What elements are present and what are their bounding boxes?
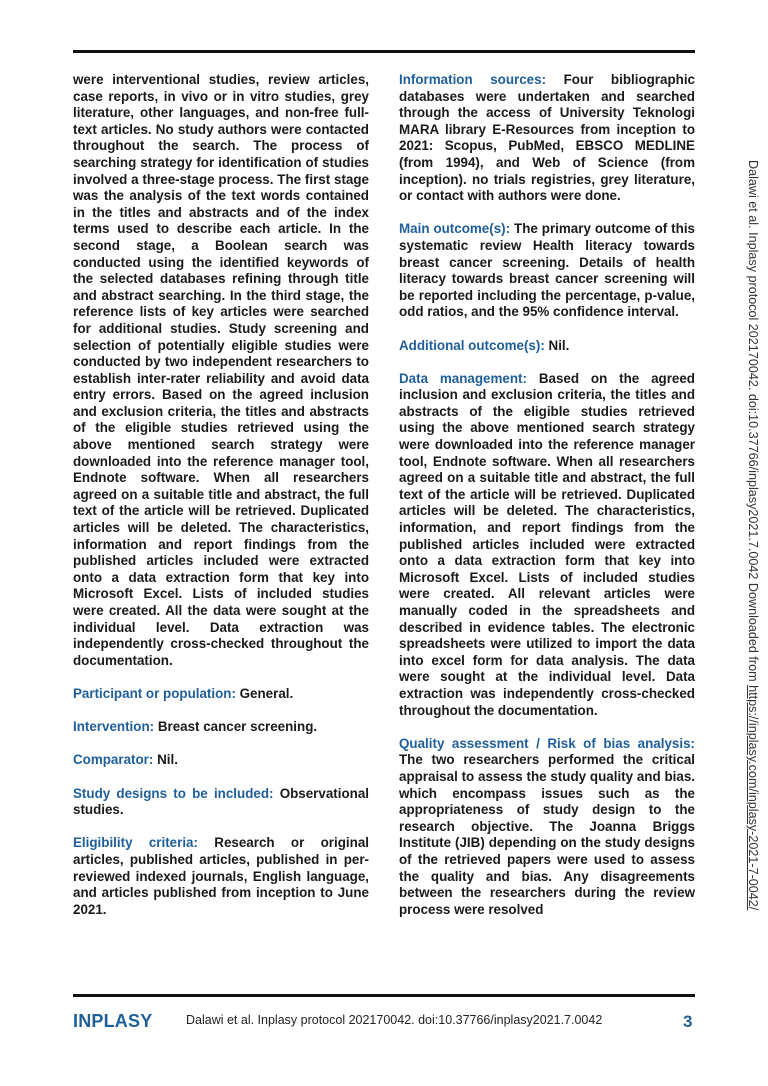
section-text: Research or original articles, published articles, published in per-reviewed indexed journals, English language, and articles published from inception to June 2021.	[73, 835, 369, 917]
section-comparator	[73, 752, 369, 769]
section-label: Main outcome(s):	[399, 221, 511, 237]
section-label: Data management:	[399, 370, 527, 386]
section-label: Information sources:	[399, 72, 547, 87]
section-additional-outcomes	[399, 338, 695, 355]
side-download-note	[746, 160, 760, 910]
section-data-management	[399, 371, 695, 719]
left-column	[73, 72, 369, 935]
download-link[interactable]: https://inplasy.com/inplasy-2021-7-0042/	[746, 685, 760, 911]
journal-logo: INPLASY	[73, 1011, 153, 1031]
search-strategy-continued	[73, 72, 369, 669]
section-study-designs	[73, 786, 369, 819]
right-column	[399, 72, 695, 935]
section-information-sources	[399, 72, 695, 205]
section-text: Breast cancer screening.	[154, 719, 318, 735]
section-text: Based on the agreed inclusion and exclusion criteria, the titles and abstracts of the eligible studies retrieved using the above mentioned search strategy were downloaded into the reference manager tool, Endnote software. When all researchers agreed on a suitable title and abstract, the full text of the article will be retrieved. Duplicated articles will be deleted. The characteristics, information, and report findings from the published articles included were extracted onto a data extraction form that key into Microsoft Excel. Lists of included studies were created. All relevant articles were manually coded in the spreadsheets and described in evidence tables. The electronic spreadsheets were utilized to import the data into excel form for data analysis. The data were sought at the individual level. Data extraction was independently cross-checked throughout the documentation.	[399, 370, 695, 718]
section-label: Eligibility criteria:	[73, 835, 198, 851]
section-main-outcomes	[399, 221, 695, 321]
section-text: The two researchers performed the critical appraisal to assess the study quality and bias. which encompass issues such as the appropriateness of study design to the research objective. The Joanna Briggs Institute (JIB) depending on the study designs of the retrieved papers were used to assess the quality and bias. Any disagreements between the researchers during the review process were resolved	[399, 752, 695, 917]
section-label: Quality assessment / Risk of bias analysis:	[399, 735, 695, 751]
section-label: Participant or population:	[73, 685, 236, 701]
section-text: Nil.	[544, 337, 570, 353]
section-text: Nil.	[153, 752, 178, 768]
section-participant	[73, 686, 369, 703]
section-text: The primary outcome of this systematic review Health literacy towards breast cancer screening. Details of health literacy towards breast cancer screening will be reported including the percentage, p-value, odd ratios, and the 95% confidence interval.	[399, 221, 695, 320]
section-text: Observational studies.	[73, 785, 369, 818]
side-note-text: Dalawi et al. Inplasy protocol 202170042. doi:10.37766/inplasy2021.7.0042 Downloaded from	[746, 160, 760, 686]
section-label: Additional outcome(s):	[399, 337, 545, 353]
page-number: 3	[683, 1012, 693, 1031]
section-intervention	[73, 719, 369, 736]
section-text: General.	[235, 685, 294, 701]
section-text: Four bibliographic databases were undertaken and searched through the access of University Teknologi MARA library E-Resources from inception to 2021: Scopus, PubMed, EBSCO MEDLINE (from 1994), and Web of Science (from inception). no trials registries, grey literature, or contact with authors were done.	[399, 72, 695, 204]
section-text: were interventional studies, review articles, case reports, in vivo or in vitro studies, grey literature, other languages, and non-free full-text articles. No study authors were contacted throughout the search. The process of searching strategy for identification of studies involved a three-stage process. The first stage was the analysis of the text words contained in the titles and abstracts and of the index terms used to describe each article. In the second stage, a Boolean search was conducted using the identified keywords of the selected databases refining through title and abstract searching. In the third stage, the reference lists of key articles were searched for additional studies. Study screening and selection of potentially eligible studies were conducted by two independent researchers to establish inter-rater reliability and avoid data entry errors. Based on the agreed inclusion and exclusion criteria, the titles and abstracts of the eligible studies retrieved using the above mentioned search strategy were downloaded into the reference manager tool, Endnote software. When all researchers agreed on a suitable title and abstract, the full text of the article will be retrieved. Duplicated articles will be deleted. The characteristics, information and report findings from the published articles included were extracted onto a data extraction form that key into Microsoft Excel. Lists of included studies were created. All the data were sought at the individual level. Data extraction was independently cross-checked throughout the documentation.	[73, 72, 369, 668]
section-label: Comparator:	[73, 752, 154, 768]
section-eligibility	[73, 835, 369, 918]
header-rule	[73, 50, 695, 53]
section-quality-assessment	[399, 736, 695, 919]
section-label: Study designs to be included:	[73, 785, 274, 801]
footer-rule	[73, 994, 695, 997]
section-label: Intervention:	[73, 719, 155, 735]
footer-citation: Dalawi et al. Inplasy protocol 202170042. doi:10.37766/inplasy2021.7.0042	[186, 1013, 603, 1027]
